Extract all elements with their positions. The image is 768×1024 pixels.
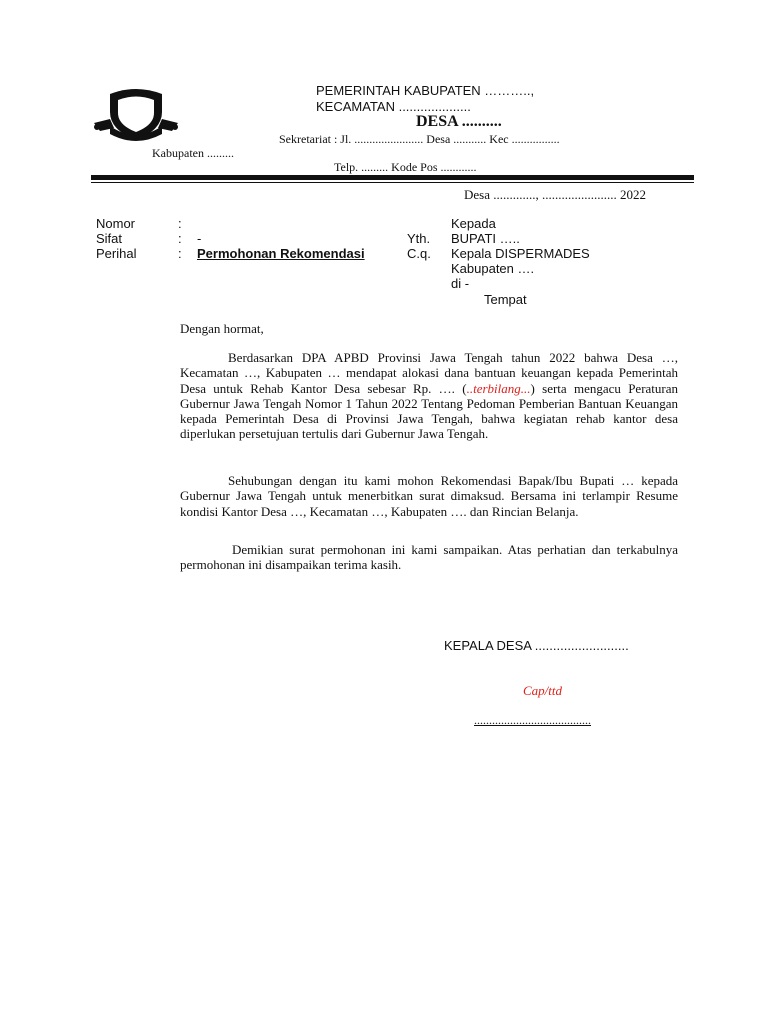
sifat-label: Sifat bbox=[96, 231, 123, 246]
date-line: Desa ............., ....................... 2022 bbox=[464, 187, 646, 202]
recipient-tempat: Tempat bbox=[484, 292, 527, 307]
nomor-colon: : bbox=[178, 216, 182, 231]
header-divider-thick bbox=[91, 175, 694, 180]
signature-title: KEPALA DESA .......................... bbox=[444, 638, 629, 653]
recipient-yth-value: BUPATI ….. bbox=[451, 231, 520, 246]
terbilang-placeholder: ..terbilang... bbox=[466, 380, 531, 396]
perihal-colon: : bbox=[178, 246, 182, 261]
sifat-colon: : bbox=[178, 231, 182, 246]
paragraph-1-part-b: ) serta mengacu Peraturan Gubernur Jawa Tengah Nomor 1 Tahun 2022 Tentang Pedoman Pemberian Bantuan Keuangan kepada Pemerintah Desa di Provinsi Jawa Tengah, bahwa kegiatan rehab kantor desa diperlukan persetujuan tertulis dari Gubernur Jawa Tengah. bbox=[180, 380, 679, 442]
shield-logo-icon bbox=[92, 86, 180, 146]
recipient-yth-label: Yth. bbox=[407, 231, 431, 246]
header-sekretariat: Sekretariat : Jl. ....................... Desa ........... Kec ................ bbox=[279, 132, 560, 146]
nomor-label: Nomor bbox=[96, 216, 136, 231]
recipient-cq-label: C.q. bbox=[407, 246, 431, 261]
recipient-cq-value: Kepala DISPERMADES bbox=[451, 246, 590, 261]
signature-name: ....................................... bbox=[474, 713, 591, 727]
perihal-value: Permohonan Rekomendasi bbox=[197, 246, 365, 261]
sifat-value: - bbox=[197, 231, 202, 246]
salutation: Dengan hormat, bbox=[180, 321, 264, 336]
header-telp: Telp. ......... Kode Pos ............ bbox=[334, 160, 477, 174]
perihal-label: Perihal bbox=[96, 246, 137, 261]
paragraph-1 bbox=[180, 350, 678, 442]
header-desa: DESA .......... bbox=[416, 113, 502, 130]
paragraph-3: Demikian surat permohonan ini kami sampaikan. Atas perhatian dan terkabulnya permohonan ini disampaikan terima kasih. bbox=[180, 542, 678, 573]
header-kabupaten: Kabupaten ......... bbox=[152, 146, 234, 160]
paragraph-2: Sehubungan dengan itu kami mohon Rekomendasi Bapak/Ibu Bupati … kepada Gubernur Jawa Tengah untuk menerbitkan surat dimaksud. Bersama ini terlampir Resume kondisi Kantor Desa …, Kecamatan …, Kabupaten …. dan Rincian Belanja. bbox=[180, 473, 678, 519]
recipient-di: di - bbox=[451, 276, 470, 291]
header-line-1: PEMERINTAH KABUPATEN ……….., bbox=[316, 83, 535, 98]
header-line-2: KECAMATAN .................... bbox=[316, 99, 471, 114]
paragraph-1-part-a: Berdasarkan DPA APBD Provinsi Jawa Tengah tahun 2022 bahwa Desa …, Kecamatan …, Kabupaten … mendapat alokasi dana bantuan keuangan kepada Pemerintah Desa untuk Rehab Kantor Desa sebesar Rp. …. ( bbox=[180, 350, 678, 396]
signature-cap: Cap/ttd bbox=[523, 683, 563, 698]
recipient-kepada: Kepada bbox=[451, 216, 496, 231]
recipient-kabupaten: Kabupaten …. bbox=[451, 261, 535, 276]
header-divider-thin bbox=[91, 182, 694, 183]
